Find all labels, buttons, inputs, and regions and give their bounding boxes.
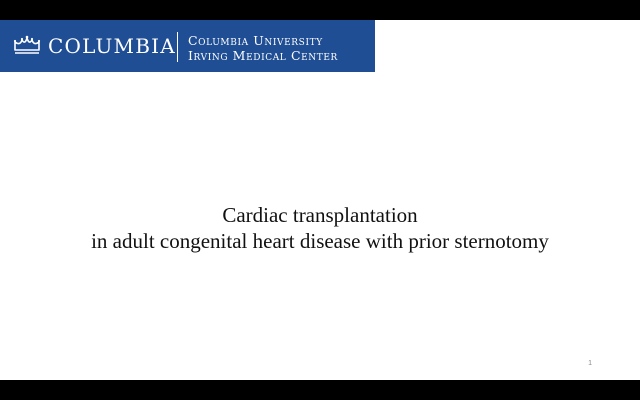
columbia-logo-banner	[0, 20, 375, 72]
slide-title	[0, 202, 640, 254]
logo-divider	[177, 32, 178, 62]
columbia-wordmark: COLUMBIA	[48, 34, 176, 58]
slide-title-line2: in adult congenital heart disease with prior sternotomy	[91, 229, 549, 253]
org-name-line1: Columbia University	[188, 33, 323, 48]
org-name-line2: Irving Medical Center	[188, 48, 338, 63]
slide-number: 1	[588, 360, 592, 367]
crown-icon	[12, 34, 42, 56]
slide	[0, 20, 640, 380]
slide-title-line1: Cardiac transplantation	[222, 203, 418, 227]
